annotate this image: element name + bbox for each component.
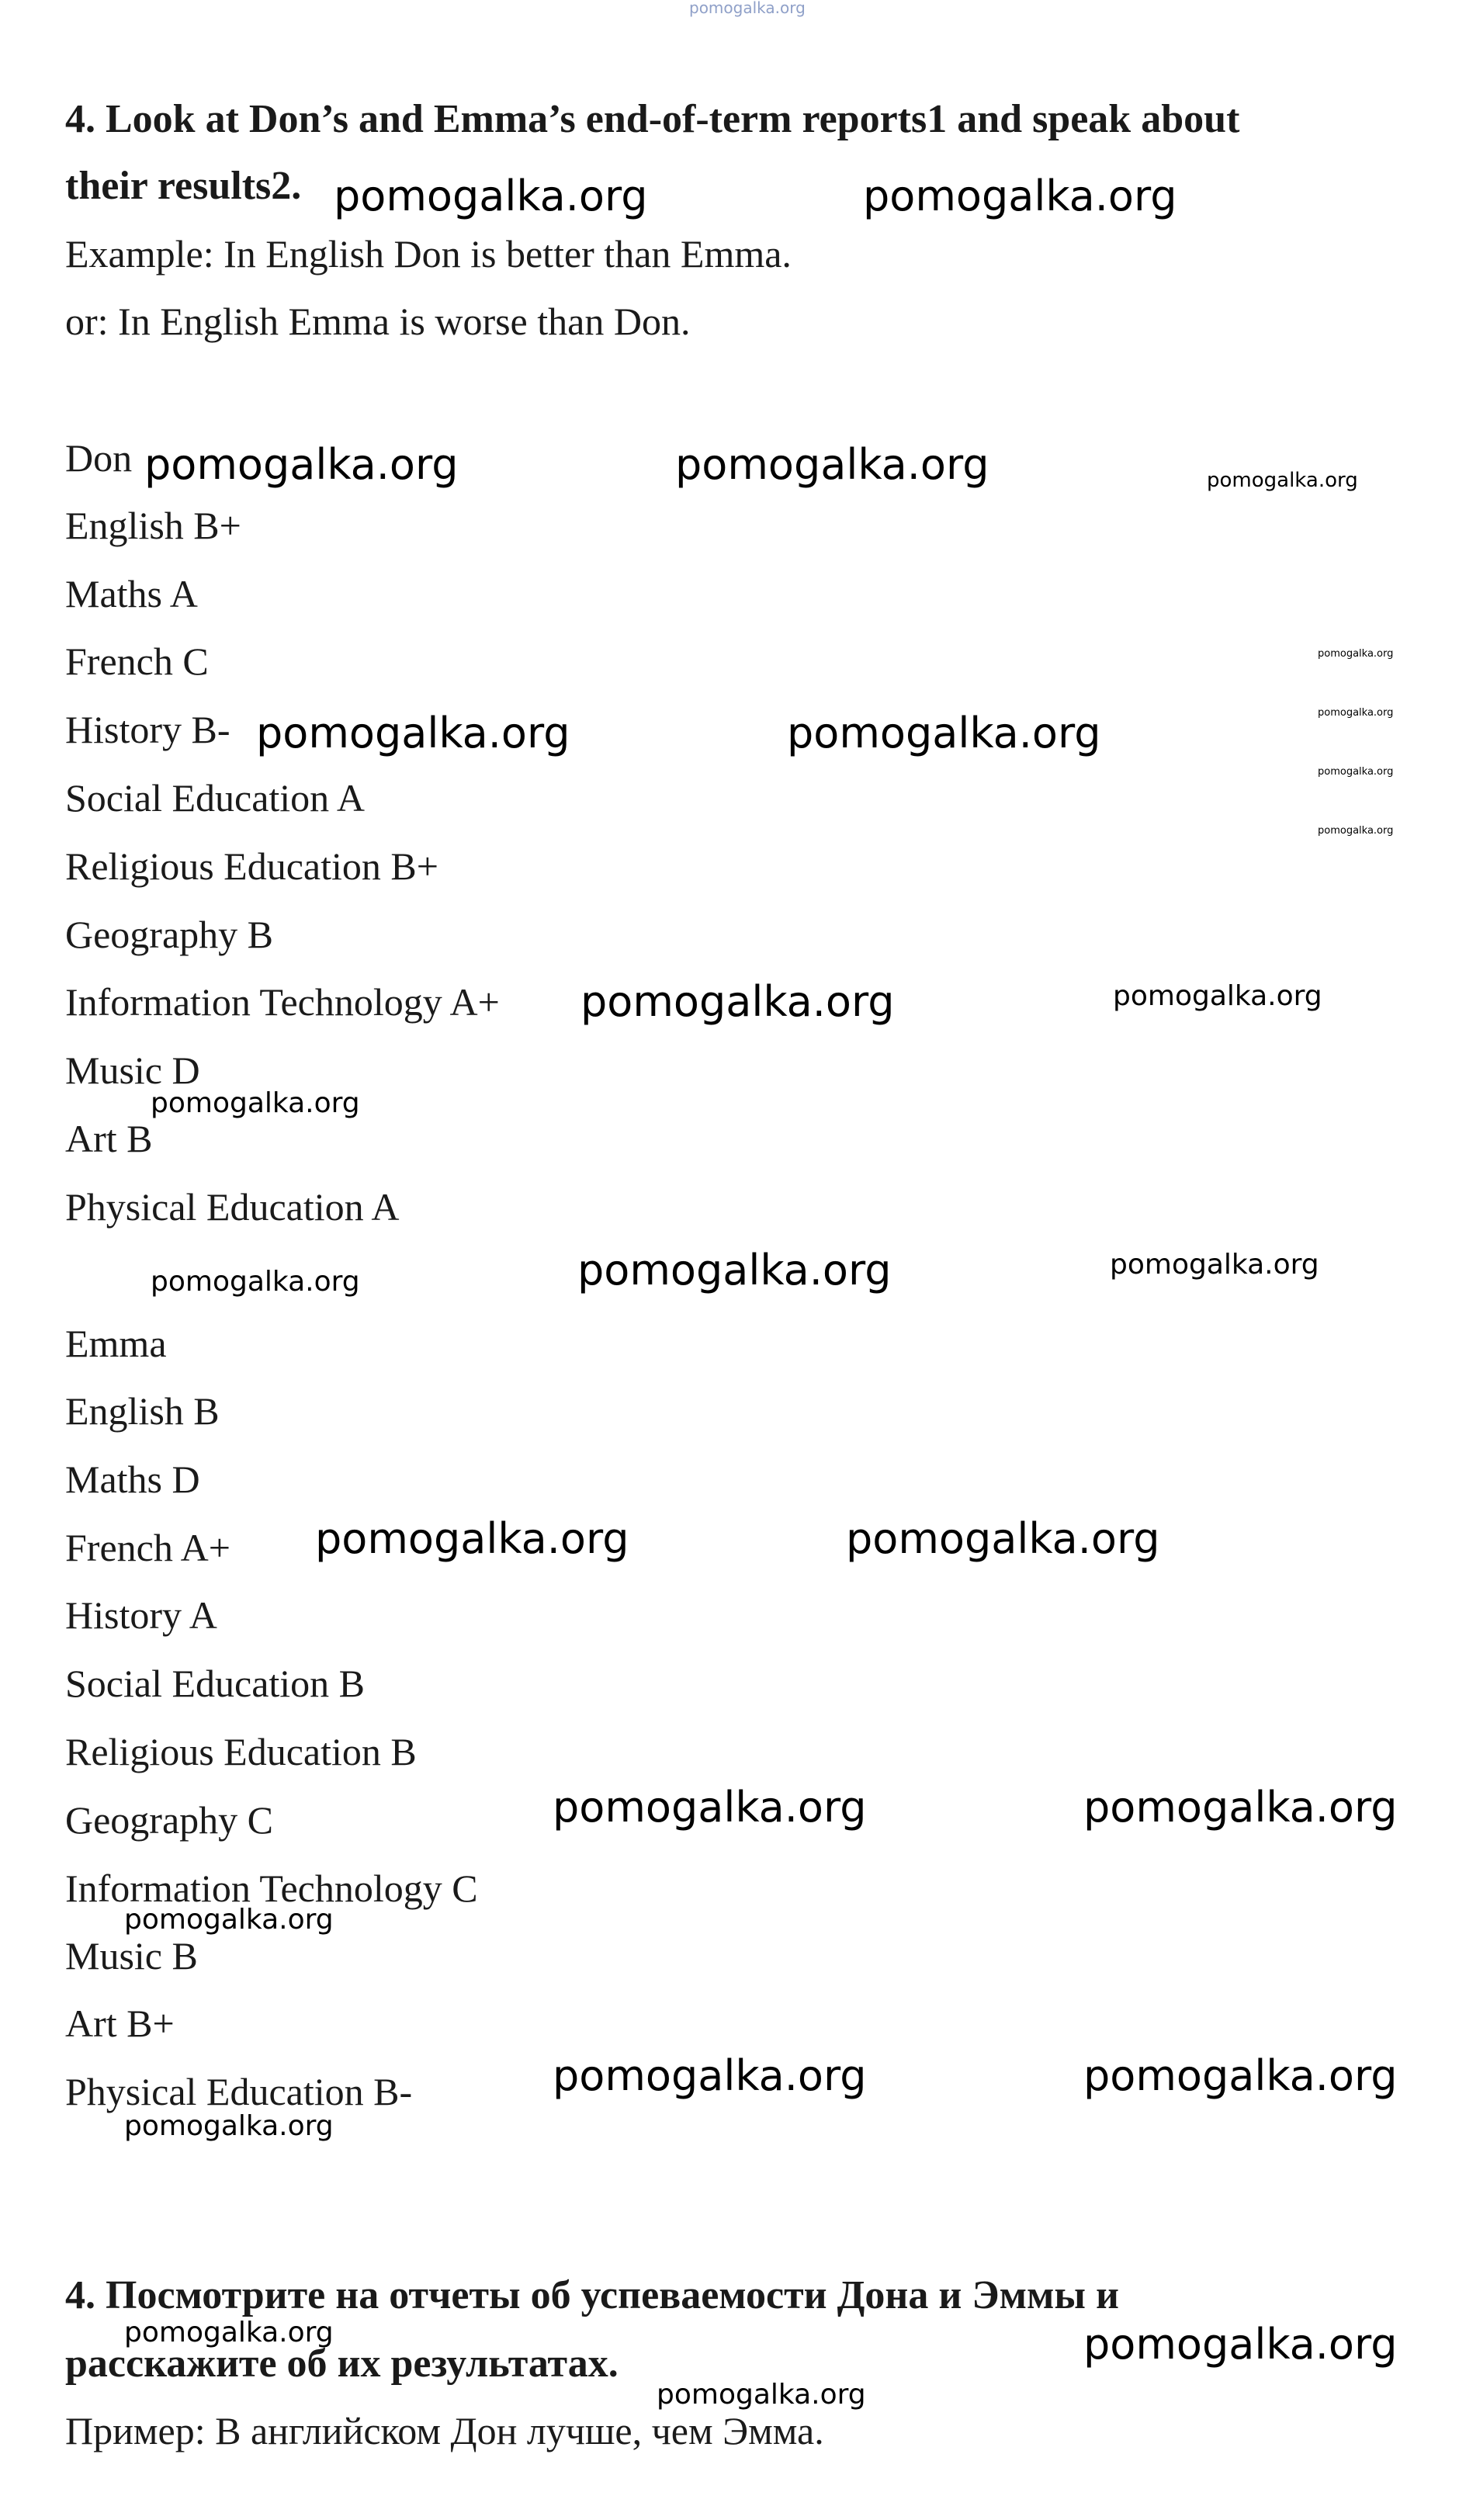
watermark: pomogalka.org bbox=[151, 1087, 360, 1119]
don-subject: English B+ bbox=[65, 504, 241, 547]
watermark: pomogalka.org bbox=[1083, 1783, 1398, 1832]
watermark: pomogalka.org bbox=[1318, 707, 1394, 719]
emma-subject: English B bbox=[65, 1389, 220, 1433]
don-subject: French C bbox=[65, 640, 209, 683]
emma-subject: Art B+ bbox=[65, 2002, 175, 2045]
emma-report-name: Emma bbox=[65, 1322, 167, 1365]
task-heading-line-1: 4. Look at Don’s and Emma’s end-of-term reports1 and speak about bbox=[65, 97, 1240, 141]
emma-subject: Music B bbox=[65, 1934, 198, 1978]
emma-subject: Social Education B bbox=[65, 1662, 366, 1705]
watermark: pomogalka.org bbox=[124, 2317, 334, 2348]
watermark: pomogalka.org bbox=[1318, 825, 1394, 837]
watermark: pomogalka.org bbox=[787, 709, 1101, 757]
watermark: pomogalka.org bbox=[1207, 469, 1358, 492]
don-report-name: Don bbox=[65, 436, 133, 480]
watermark: pomogalka.org bbox=[675, 440, 989, 489]
watermark: pomogalka.org bbox=[553, 2051, 867, 2100]
don-subject: Religious Education B+ bbox=[65, 844, 438, 888]
watermark: pomogalka.org bbox=[1110, 1249, 1319, 1281]
emma-subject: Religious Education B bbox=[65, 1730, 417, 1773]
watermark: pomogalka.org bbox=[577, 1246, 892, 1295]
don-subject: Art B bbox=[65, 1117, 153, 1160]
watermark: pomogalka.org bbox=[124, 1904, 334, 1936]
emma-subject: French A+ bbox=[65, 1526, 230, 1569]
emma-subject: Maths D bbox=[65, 1458, 200, 1501]
don-subject: History B- bbox=[65, 708, 230, 751]
task-heading-line-2: their results2. bbox=[65, 164, 302, 208]
watermark: pomogalka.org bbox=[1083, 2051, 1398, 2100]
don-subject: Physical Education A bbox=[65, 1185, 400, 1229]
emma-subject: Geography C bbox=[65, 1798, 273, 1842]
watermark: pomogalka.org bbox=[124, 2110, 334, 2142]
task-ru-heading-line-2: расскажите об их результатах. bbox=[65, 2341, 619, 2386]
watermark: pomogalka.org bbox=[1083, 2320, 1398, 2369]
emma-subject: History A bbox=[65, 1593, 217, 1637]
watermark: pomogalka.org bbox=[256, 709, 570, 757]
emma-subject: Information Technology C bbox=[65, 1867, 478, 1910]
watermark: pomogalka.org bbox=[863, 172, 1177, 220]
don-subject: Social Education A bbox=[65, 776, 366, 820]
watermark: pomogalka.org bbox=[553, 1783, 867, 1832]
watermark: pomogalka.org bbox=[144, 440, 459, 489]
example-line-2: or: In English Emma is worse than Don. bbox=[65, 300, 691, 343]
task-ru-heading-line-1: 4. Посмотрите на отчеты об успеваемости Дона и Эммы и bbox=[65, 2273, 1119, 2317]
don-subject: Geography B bbox=[65, 913, 273, 956]
watermark: pomogalka.org bbox=[151, 1266, 360, 1298]
watermark: pomogalka.org bbox=[580, 977, 895, 1026]
don-subject: Maths A bbox=[65, 572, 198, 615]
watermark: pomogalka.org bbox=[315, 1514, 629, 1563]
don-subject: Information Technology A+ bbox=[65, 980, 500, 1024]
example-line-1: Example: In English Don is better than Emma. bbox=[65, 232, 792, 276]
watermark: pomogalka.org bbox=[1318, 766, 1394, 778]
watermark: pomogalka.org bbox=[1318, 648, 1394, 660]
watermark: pomogalka.org bbox=[334, 172, 648, 220]
watermark: pomogalka.org bbox=[846, 1514, 1160, 1563]
watermark: pomogalka.org bbox=[657, 2379, 866, 2411]
watermark: pomogalka.org bbox=[689, 0, 806, 17]
don-subject: Music D bbox=[65, 1049, 200, 1092]
emma-subject: Physical Education B- bbox=[65, 2070, 413, 2113]
ru-example-line-1: Пример: В английском Дон лучше, чем Эмма. bbox=[65, 2409, 824, 2452]
watermark: pomogalka.org bbox=[1113, 980, 1322, 1012]
